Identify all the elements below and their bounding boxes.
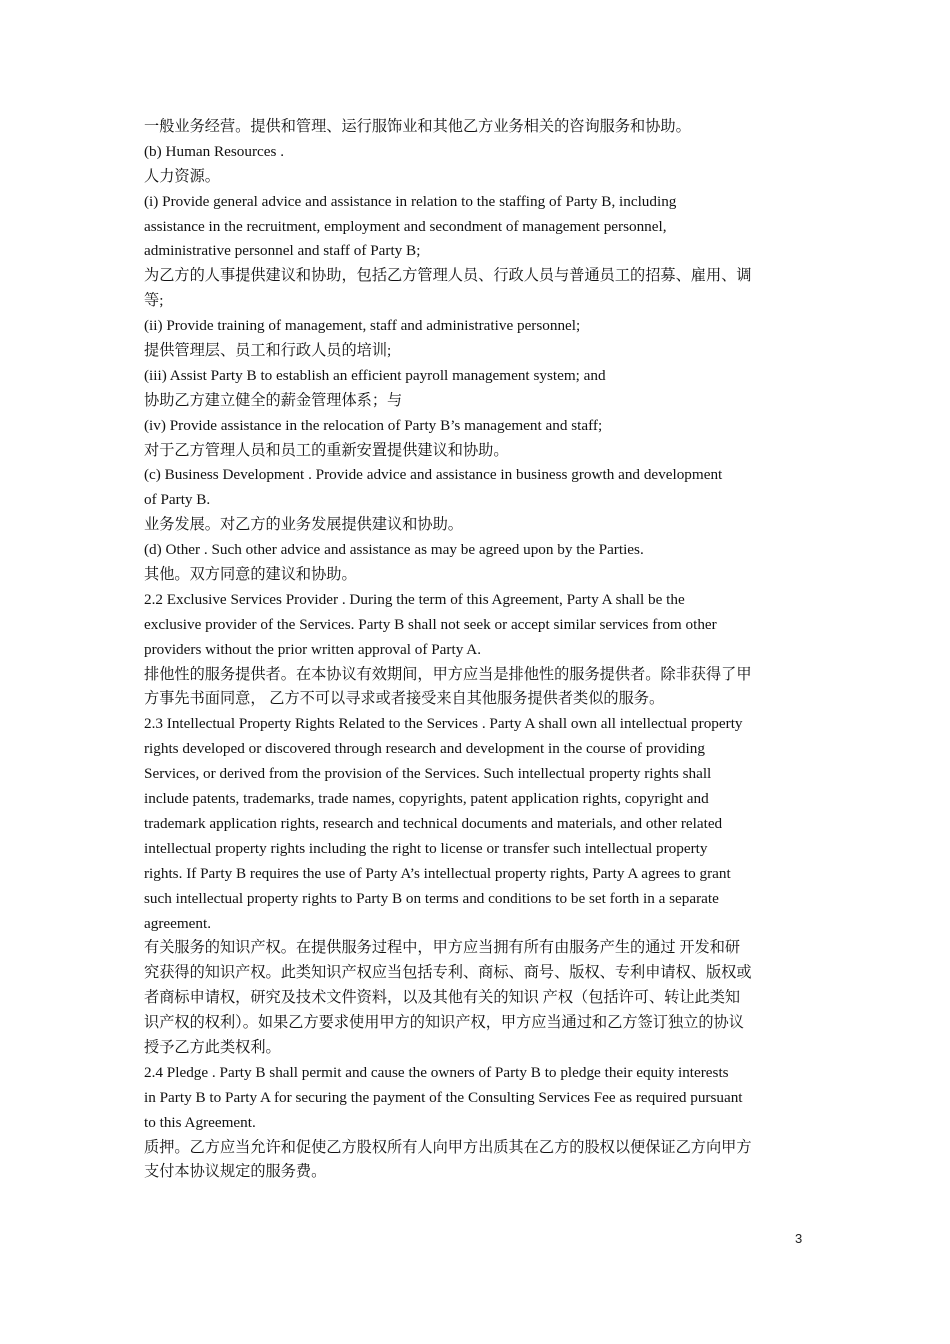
text-line: 质押。乙方应当允许和促使乙方股权所有人向甲方出质其在乙方的股权以便保证乙方向甲方 — [144, 1138, 752, 1156]
text-line: to this Agreement. — [144, 1113, 256, 1131]
text-line: 2.4 Pledge . Party B shall permit and cause the owners of Party B to pledge their equity interests — [144, 1063, 729, 1081]
text-line: 其他。双方同意的建议和协助。 — [144, 566, 357, 584]
text-line: 一般业务经营。提供和管理、运行服饰业和其他乙方业务相关的咨询服务和协助。 — [144, 118, 691, 135]
text-line: (iii) Assist Party B to establish an efficient payroll management system; and — [144, 366, 606, 384]
text-line: include patents, trademarks, trade names, copyrights, patent application rights, copyright and — [144, 790, 709, 808]
text-line: rights. If Party B requires the use of Party A’s intellectual property rights, Party A agrees to grant — [144, 864, 731, 882]
text-line: 2.3 Intellectual Property Rights Related to the Services . Party A shall own all intellectual property — [144, 715, 743, 733]
text-line: 协助乙方建立健全的薪金管理体系；与 — [144, 391, 403, 409]
text-line: (d) Other . Such other advice and assistance as may be agreed upon by the Parties. — [144, 541, 644, 559]
page-number: 3 — [795, 1231, 803, 1246]
text-line: (b) Human Resources . — [144, 142, 285, 160]
text-line: trademark application rights, research and technical documents and materials, and other related — [144, 814, 723, 832]
text-line: (iv) Provide assistance in the relocation of Party B’s management and staff; — [144, 416, 603, 434]
text-line: 识产权的权利）。如果乙方要求使用甲方的知识产权，甲方应当通过和乙方签订独立的协议 — [144, 1014, 744, 1032]
text-line: (ii) Provide training of management, staff and administrative personnel; — [144, 317, 581, 335]
text-line: 对于乙方管理人员和员工的重新安置提供建议和协助。 — [144, 441, 509, 459]
text-line: assistance in the recruitment, employment and secondment of management personnel, — [144, 217, 667, 235]
text-line: (i) Provide general advice and assistance in relation to the staffing of Party B, including — [144, 192, 677, 210]
text-line: providers without the prior written approval of Party A. — [144, 640, 482, 658]
text-line: in Party B to Party A for securing the payment of the Consulting Services Fee as required pursuant — [144, 1088, 743, 1106]
text-line: 业务发展。对乙方的业务发展提供建议和协助。 — [144, 516, 463, 534]
text-line: 有关服务的知识产权。在提供服务过程中，甲方应当拥有所有由服务产生的通过 开发和研 — [144, 939, 741, 957]
text-line: exclusive provider of the Services. Party B shall not seek or accept similar services from other — [144, 615, 717, 633]
text-line: intellectual property rights including the right to license or transfer such intellectual property — [144, 839, 708, 857]
text-line: 等; — [144, 292, 164, 310]
text-line: 究获得的知识产权。此类知识产权应当包括专利、商标、商号、版权、专利申请权、版权或 — [144, 964, 752, 982]
text-line: 为乙方的人事提供建议和协助，包括乙方管理人员、行政人员与普通员工的招募、雇用、调 — [144, 267, 752, 285]
text-line: rights developed or discovered through research and development in the course of providing — [144, 740, 705, 758]
text-line: 人力资源。 — [144, 167, 220, 185]
text-line: such intellectual property rights to Party B on terms and conditions to be set forth in a separate — [144, 889, 719, 907]
text-line: administrative personnel and staff of Party B; — [144, 242, 421, 260]
text-line: 方事先书面同意， 乙方不可以寻求或者接受来自其他服务提供者类似的服务。 — [144, 690, 665, 708]
text-line: 授予乙方此类权利。 — [144, 1038, 281, 1056]
text-line: of Party B. — [144, 491, 211, 509]
text-line: 支付本协议规定的服务费。 — [144, 1163, 327, 1181]
text-line: Services, or derived from the provision of the Services. Such intellectual property rights shall — [144, 765, 712, 783]
text-line: 2.2 Exclusive Services Provider . During the term of this Agreement, Party A shall be the — [144, 590, 685, 608]
document-body — [144, 115, 812, 1185]
text-line: agreement. — [144, 914, 212, 932]
text-line: (c) Business Development . Provide advice and assistance in business growth and development — [144, 466, 723, 484]
text-line: 排他性的服务提供者。在本协议有效期间，甲方应当是排他性的服务提供者。除非获得了甲 — [144, 665, 752, 683]
text-line: 者商标申请权，研究及技术文件资料，以及其他有关的知识 产权（包括许可、转让此类知 — [144, 989, 741, 1007]
text-line: 提供管理层、员工和行政人员的培训; — [144, 342, 392, 360]
